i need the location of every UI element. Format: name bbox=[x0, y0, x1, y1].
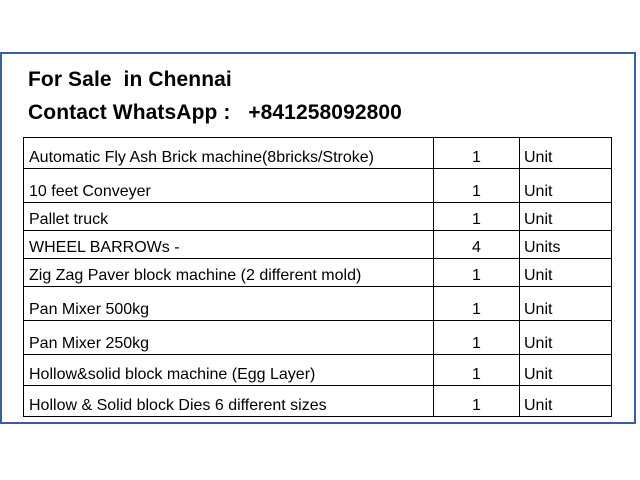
table-row bbox=[24, 169, 612, 203]
item-unit: Unit bbox=[520, 169, 612, 203]
sale-title: For Sale in Chennai bbox=[28, 68, 232, 91]
item-quantity: 1 bbox=[434, 321, 520, 355]
item-quantity: 1 bbox=[434, 386, 520, 417]
equipment-table bbox=[23, 137, 612, 417]
table-row bbox=[24, 259, 612, 287]
item-name: Pan Mixer 250kg bbox=[24, 321, 434, 355]
item-name: Pallet truck bbox=[24, 203, 434, 231]
table-row bbox=[24, 203, 612, 231]
item-unit: Unit bbox=[520, 259, 612, 287]
item-unit: Unit bbox=[520, 203, 612, 231]
item-name: Zig Zag Paver block machine (2 different mold) bbox=[24, 259, 434, 287]
item-name: Hollow&solid block machine (Egg Layer) bbox=[24, 355, 434, 386]
table-row bbox=[24, 321, 612, 355]
item-quantity: 1 bbox=[434, 259, 520, 287]
item-quantity: 1 bbox=[434, 287, 520, 321]
item-unit: Unit bbox=[520, 386, 612, 417]
item-unit: Unit bbox=[520, 355, 612, 386]
table-row bbox=[24, 355, 612, 386]
item-name: Hollow & Solid block Dies 6 different sizes bbox=[24, 386, 434, 417]
item-quantity: 1 bbox=[434, 203, 520, 231]
item-name: WHEEL BARROWs - bbox=[24, 231, 434, 259]
item-unit: Units bbox=[520, 231, 612, 259]
item-quantity: 1 bbox=[434, 138, 520, 169]
table-row bbox=[24, 231, 612, 259]
item-unit: Unit bbox=[520, 138, 612, 169]
table-row bbox=[24, 138, 612, 169]
contact-line: Contact WhatsApp : +841258092800 bbox=[28, 101, 402, 124]
item-unit: Unit bbox=[520, 287, 612, 321]
item-quantity: 1 bbox=[434, 355, 520, 386]
item-name: Pan Mixer 500kg bbox=[24, 287, 434, 321]
item-quantity: 4 bbox=[434, 231, 520, 259]
item-quantity: 1 bbox=[434, 169, 520, 203]
item-name: 10 feet Conveyer bbox=[24, 169, 434, 203]
item-name: Automatic Fly Ash Brick machine(8bricks/Stroke) bbox=[24, 138, 434, 169]
table-row bbox=[24, 287, 612, 321]
table-row bbox=[24, 386, 612, 417]
item-unit: Unit bbox=[520, 321, 612, 355]
